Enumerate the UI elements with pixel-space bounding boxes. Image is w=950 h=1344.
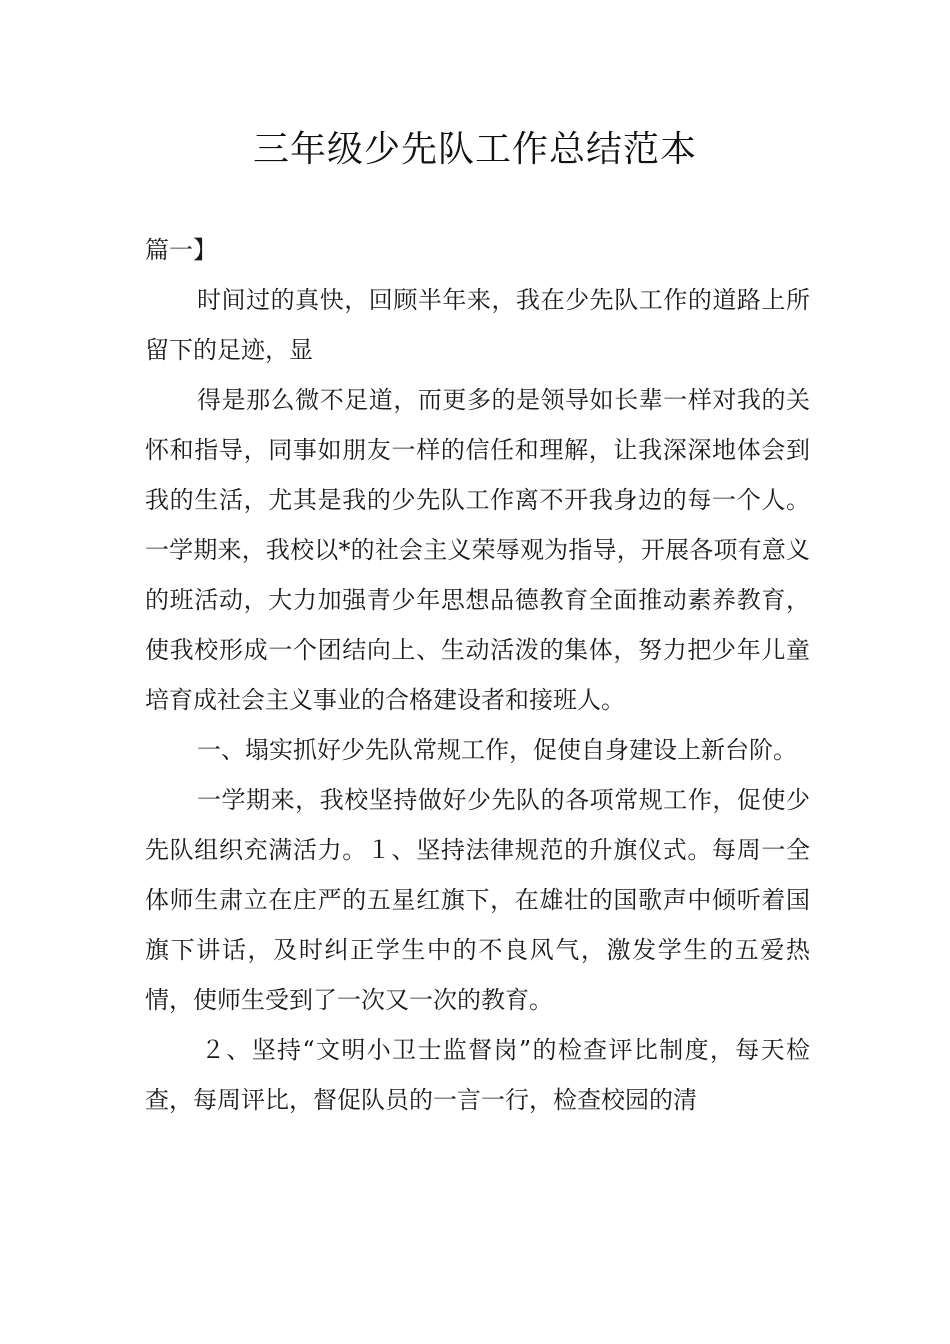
paragraph-3: 一学期来，我校坚持做好少先队的各项常规工作，促使少先队组织充满活力。１、坚持法律规范的升旗仪式。每周一全体师生肃立在庄严的五星红旗下，在雄壮的国歌声中倾听着国旗下讲话，及时纠正学生中的不良风气，激发学生的五爱热情，使师生受到了一次又一次的教育。 — [145, 786, 810, 1014]
paragraph-2: 得是那么微不足道，而更多的是领导如长辈一样对我的关怀和指导，同事如朋友一样的信任和理解，让我深深地体会到我的生活，尤其是我的少先队工作离不开我身边的每一个人。一学期来，我校以*的社会主义荣辱观为指导，开展各项有意义的班活动，大力加强青少年思想品德教育全面推动素养教育，使我校形成一个团结向上、生动活泼的集体，努力把少年儿童培育成社会主义事业的合格建设者和接班人。 — [145, 386, 810, 714]
paragraph-1: 时间过的真快，回顾半年来，我在少先队工作的道路上所留下的足迹，显 — [145, 286, 810, 364]
paragraph-4: ２、坚持“文明小卫士监督岗”的检查评比制度，每天检查，每周评比，督促队员的一言一行，检查校园的清 — [145, 1036, 810, 1114]
document-title: 三年级少先队工作总结范本 — [252, 129, 697, 170]
section-label: 篇一】 — [145, 236, 217, 264]
document-body — [145, 225, 810, 1125]
heading-section-one: 一、塌实抓好少先队常规工作，促使自身建设上新台阶。 — [197, 736, 797, 764]
